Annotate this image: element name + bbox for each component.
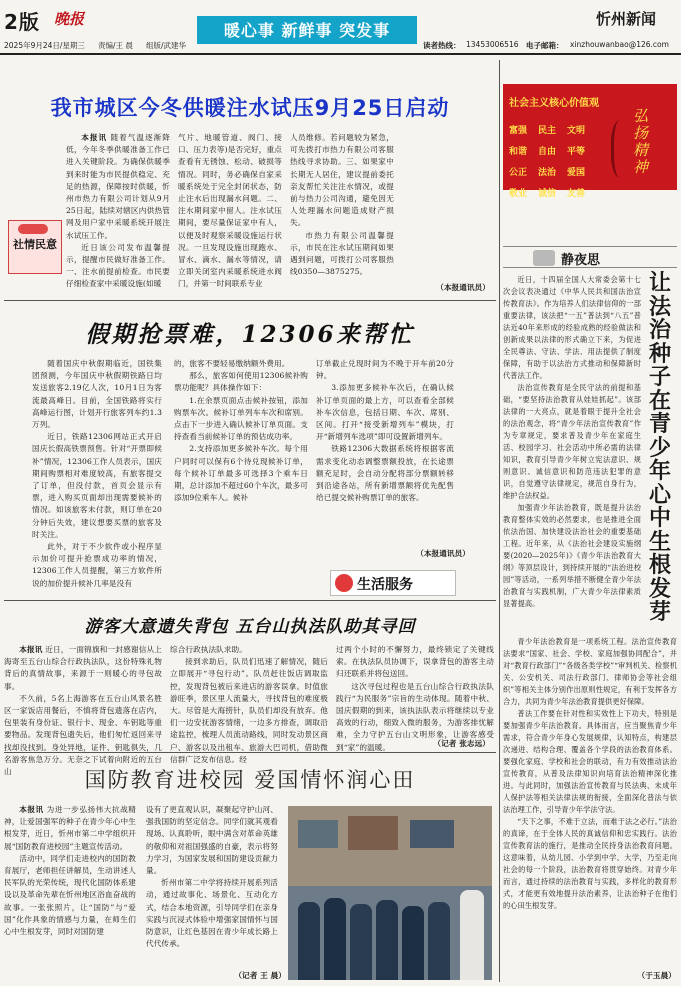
value-item: 爱国 xyxy=(567,168,586,178)
12306-col3 xyxy=(316,358,454,548)
essay-p1: 近日，十四届全国人大常委会第十七次会议表决通过《中华人民共和国法治宣传教育法》。作为培养人们法律信仰的一部重要法律，该法把“一五”普法到“八五”普法近40年来形成的经验成熟的经验做法和创新成果以法律的形式确立下来，为促进全民尊法、守法、学法、用法提供了制度保障，有助于以法治方式推动和保障新时代普法工作。 xyxy=(503,275,641,380)
backpack-col2 xyxy=(170,644,328,764)
12306-col1-b: 近日，铁路12306网站正式开启国庆长假高铁票预售。针对“开票即候补”情况，12306工作人员表示，国庆期间购票相对难度较高，有旅客提交了订单，但没付款，首页会显示有票，进入购买页面却出现需要候补的情况。如该旅客未付款，则订单在20分钟后失效，建议想要买票的旅客及时关注。 xyxy=(32,432,162,539)
backpack-col3-text: 过两个小时的不懈努力，最终锁定了关键线索。在执法队员协调下，误拿背包的游客主动归还联系并将包送回。 xyxy=(336,645,494,679)
essay-body-top xyxy=(503,274,641,636)
12306-col3-c: 铁路12306大数据系统将根据客流需求变化动态调整票额投放，在长途票额充足时，会自动分配将部分票额转移到沿途各站，所有新增票额将优先配售给已提交候补购票订单的旅客。 xyxy=(316,444,454,503)
backpack-col3-b: 这次寻包过程也是五台山综合行政执法队践行“为民服务”宗旨的生动体现。随着中秋、国庆假期的到来，该执法队表示将继续以专业高效的行动，细致入微的服务，为游客排忧解难，全力守护五台山文明形象，让游客感受到“家”的温暖。 xyxy=(336,681,494,752)
headline-defense: 国防教育进校园 爱国情怀润心田 xyxy=(84,768,416,792)
backpack-col1-text: 近日，一面锦旗和一封感谢信从上海寄至五台山综合行政执法队，这份特殊礼物背后的真情故事，来源于一则暖心的寻包故事。 xyxy=(4,645,163,691)
email: xinzhouwanbao@126.com xyxy=(570,40,669,49)
heating-col1 xyxy=(66,132,170,296)
headline-12306: 假期抢票难，12306来帮忙 xyxy=(85,321,415,348)
column-name: 静夜思 xyxy=(561,253,601,268)
value-item: 富强 xyxy=(509,126,528,136)
essay-p3: 加强青少年法治教育，既是提升法治教育整体实效的必然要求，也是推进全面依法治国、加快建设法治社会的重要基础工程。近年来，从《法治社会建设实施纲要(2020—2025年)》《青少年法治教育大纲》等顶层设计，到持续开展的“法治进校园”等活动，一系列举措不断健全青少年法治教育与实践机制，广大青少年法律素质显著提高。 xyxy=(503,503,641,608)
backpack-col1 xyxy=(4,644,163,777)
value-item: 法治 xyxy=(538,168,557,178)
calligraphy: 弘扬精神 xyxy=(633,107,649,176)
value-item: 友善 xyxy=(567,189,586,199)
defense-col2-b: 忻州市第二中学将持续开展系列活动，通过故事化、场景化、互动化方式，结合本地资源，引导同学们在亲身实践与沉浸式体验中增强家国情怀与国防意识，让红色基因在青少年成长路上代代传承。 xyxy=(146,878,278,949)
section-name: 忻州新闻 xyxy=(596,10,657,28)
badge-label: 社情民意 xyxy=(13,238,57,251)
heating-col3-b: 市热力有限公司温馨提示，市民在注水试压期间如果遇到问题，可拨打公司客服热线0350—3875275。 xyxy=(290,230,394,277)
essay-p6: “天下之事，不难于立法，而难于法之必行。”法治的真谛，在于全体人民的真诚信仰和忠实践行。法治宣传教育法的施行，是推动全民持身法治教育问题。这意味着，从幼儿园、小学到中学、大学，乃至走向社会的每一个阶段，法治教育将贯穿始终。对青少年而言，通过持续的法治教育与实践，多样化的教育形式，才能更有效地提升法治素养，让法治种子在他们的心田生根发芽。 xyxy=(503,817,677,910)
essay-credit: （于玉晨） xyxy=(637,971,676,980)
essay-body-bottom xyxy=(503,636,677,970)
defense-col2 xyxy=(146,804,278,968)
layout-editor: 组版/武建华 xyxy=(146,41,187,50)
defense-col2-text: 设有了更直观认识，凝聚起守护山河、强我国防的坚定信念。同学们就其观看现场、认真聆听，眼中满含对革命英雄的敬仰和对祖国强盛的自豪，表示将努力学习，为国家发展和国防建设贡献力量。 xyxy=(146,805,278,876)
values-title: 社会主义核心价值观 xyxy=(509,98,599,109)
heating-credit: （本报通讯员） xyxy=(436,283,490,292)
article-backpack xyxy=(0,602,500,777)
lead-tag: 本报讯 xyxy=(81,133,108,142)
page-number: 2版 xyxy=(4,10,40,34)
heating-col1-text: 随着气温逐渐降低，今年冬季供暖准备工作已进入关键阶段。为确保供暖季到来时能为市民提供稳定、充足的热源，保障按时供暖，忻州市热力有限公司计划从9月25日起，陆续对辖区内供热管网及用户家中采暖系统开展注水试压工作。 xyxy=(66,133,170,240)
12306-col1-text: 随着国庆中秋假期临近，国铁集团预测，今年国庆中秋假期铁路日均发送旅客2.19亿人次，10月1日为客流最高峰日。目前，全国铁路将实行高峰运行图，计划开行旅客列车约1.3万列。 xyxy=(32,359,162,430)
12306-col2-c: 1.在余票页面点击候补按钮，添加购票车次。候补订单列车车次和席别。点击下一步进入确认候补订单页面。支持查看当前候补订单的预估成功率。 xyxy=(174,395,308,442)
hotline-label: 读者热线： xyxy=(423,41,461,50)
essay-title: 让法治种子在青少年心中生根发芽 xyxy=(648,270,671,625)
masthead-rule xyxy=(0,53,681,55)
12306-col1 xyxy=(32,358,162,594)
headline-heating: 我市城区今冬供暖注水试压9月25日启动 xyxy=(50,96,450,120)
12306-credit: （本报通讯员） xyxy=(416,549,470,558)
defense-credit: （记者 王 晨） xyxy=(234,971,286,980)
slogan: 暖心事 新鲜事 突发事 xyxy=(223,21,391,40)
lead-tag-3: 本报讯 xyxy=(19,645,43,654)
essay-p2: 法治宣传教育是全民守法的前提和基础，“要坚持法治教育从娃娃抓起”。该部法律的一大亮点，就是着眼于提升全社会的法治观念，将“青少年法治宣传教育”作为专章规定，要求普及青少年在家庭生活、校园学习、社会活动中所必需的法律知识，教育引导青少年树立宪法意识、规则意识、诚信意识和防范违法犯罪的意识，自觉遵守法律规定，规范自身行为，维护合法权益。 xyxy=(503,383,641,500)
calligraphy-stroke xyxy=(611,120,633,178)
12306-col2 xyxy=(174,358,308,594)
value-item: 公正 xyxy=(509,168,528,178)
value-item: 自由 xyxy=(538,147,557,157)
12306-col2-b: 那么，旅客如何使用12306候补购票功能呢？具体操作如下： xyxy=(174,371,308,393)
rule-1 xyxy=(4,300,496,301)
value-item: 平等 xyxy=(567,147,586,157)
essay-p4: 青少年法治教育是一项系统工程。法治宣传教育法要求“国家、社会、学校、家庭加强协同配合”，并对“教育行政部门”“各级各类学校”“审判机关、检察机关、公安机关、司法行政部门、律师协会等社会组织”等相关主体分别作出原则性规定，有利于发挥各方合力，共同为青少年法治教育提供更好保障。 xyxy=(503,637,677,706)
rule-2 xyxy=(4,600,496,601)
students-photo xyxy=(288,806,492,980)
editor: 责编/王 晨 xyxy=(98,41,133,50)
headline-backpack: 游客大意遗失背包 五台山执法队助其寻回 xyxy=(84,617,416,637)
heating-col1-b: 近日该公司发布温馨提示，提醒市民做好准备工作。一、注水前提前检查。市民要仔细检查家中采暖设施(如暖 xyxy=(66,242,170,289)
email-label: 电子邮箱： xyxy=(526,41,564,50)
rule-3 xyxy=(4,752,496,753)
date-line: 2025年9月24日/星期三 xyxy=(4,41,85,50)
values-banner xyxy=(503,84,677,199)
value-item: 敬业 xyxy=(509,189,528,199)
defense-col1 xyxy=(4,804,136,982)
defense-col1-b: 活动中，同学们走进校内的国防教育展厅，老师担任讲解员，生动讲述人民军队的光荣传统，现代化国防体系建设以及革命先辈在忻州地区浴血奋战的故事。一张张照片，让“国防”与“爱国”化作具象的情感与力量，在师生们心中生根发芽，同时对国防建 xyxy=(4,853,136,937)
value-item: 和谐 xyxy=(509,147,528,157)
hotline: 13453006516 xyxy=(466,40,519,49)
backpack-col2-b: 接到求助后，队员们迅速了解情况，随后立即展开“寻包行动”。队员赶往饭店调取监控，发现背包被后来进店的游客误拿。时值旅游旺季，景区里人流量大，寻找背包的难度极大。尽管是大海捞针，队员们却没有放弃。他们一边安抚游客情绪，一边多方排查，调取沿途监控，梳理人员流动路线，同时发动景区商户、游客以及出租车、旅游大巴司机，借助微信群广泛发布信息。经 xyxy=(170,657,328,764)
life-service-tag xyxy=(330,570,456,596)
defense-col1-text: 为进一步弘扬伟大抗战精神，让爱国强军的种子在青少年心中生根发芽，近日，忻州市第二中学组织开展“国防教育进校园”主题宣传活动。 xyxy=(4,805,136,851)
lead-tag-4: 本报讯 xyxy=(19,805,44,814)
12306-col1-c: 此外，对于不少软件或小程序显示加价可提升抢票成功率的情况，12306工作人员提醒，第三方软件所说的加价提升候补几率是没有 xyxy=(32,542,162,588)
values-grid xyxy=(509,118,601,202)
12306-col2-text: 的，旅客不要轻易缴纳额外费用。 xyxy=(174,359,290,368)
heating-col3 xyxy=(290,132,394,296)
badge-icon xyxy=(18,224,48,234)
value-item: 民主 xyxy=(538,126,557,136)
essay-p5: 普法工作要在针对性和实效性上下功夫，特别是要加强青少年法治教育。具体而言，应当聚焦青少年需求，符合青少年身心发展规律，认知特点，构建层次递进、结构合理、覆盖各个学段的法治教育体系。要强化家庭、学校和社会的联动，有力有效推动法治宣传教育，从普及法律知识向培育法治精神深化推进。与此同时，加强法治宣传教育与民法典、未成年人保护法等相关法律法规的衔接，全面深化普法与依法治理工作，引导青少年学法守法。 xyxy=(503,709,677,814)
12306-col3-b: 3.添加更多候补车次后，在确认候补订单页面的最上方，可以查看全部候补车次信息，包括日期、车次、席别、区间。打开“接受新增列车”模块，打开“新增列车选项”即可设置新增列车。 xyxy=(316,383,454,442)
column-divider xyxy=(499,60,500,982)
heating-col2 xyxy=(178,132,282,296)
backpack-col1-b: 不久前，5名上海游客在五台山风景名胜区一家饭店用餐后，不慎将背包遗落在店内，包里装有身份证、银行卡、现金、车钥匙等重要物品。发现背包遗失后，他们匆忙返回来寻找却没找到。身处异地，证件、钥匙俱失，几名游客焦急万分。无奈之下试着向附近的五台山 xyxy=(4,693,162,777)
12306-col3-text: 订单截止兑现时间为不晚于开车前20分钟。 xyxy=(316,359,454,381)
heating-col3-text: 人员维修。若问题较为紧急，可先拨打市热力有限公司客服热线寻求协助。三、如果家中长期无人居住，建议提前委托亲友帮忙关注注水情况，或提前与热力公司沟通，避免因无人处理漏水问题造成财产损失。 xyxy=(290,133,394,228)
value-item: 文明 xyxy=(567,126,586,136)
heating-col2-text: 气片、地暖管道、阀门、接口、压力表等)是否完好，重点查看有无锈蚀、松动、破损等情况。同时，务必确保自家采暖系统处于完全封闭状态，防止注水后出现漏水问题。二、注水期间家中留人。注水试压期间，要尽量保证家中有人，以便及时观察采暖设施运行状况。一旦发现设施出现跑水、冒水、滴水、漏水等情况，请立即关闭室内采暖系统进水阀门，并第一时间联系专业 xyxy=(178,133,282,289)
life-service-label: 生活服务 xyxy=(357,577,413,593)
column-header xyxy=(503,246,677,268)
article-defense xyxy=(0,754,500,986)
backpack-col2-text: 综合行政执法队求助。 xyxy=(170,645,247,654)
paper-logo: 晚报 xyxy=(54,10,85,28)
backpack-credit: （记者 张志远） xyxy=(433,739,490,748)
masthead xyxy=(0,0,681,56)
value-item: 诚信 xyxy=(538,189,557,199)
article-heating xyxy=(0,76,500,298)
article-12306 xyxy=(0,302,500,602)
12306-col2-d: 2.支持添加更多候补车次。每个用户同时可以保有6个待兑现候补订单，每个候补订单最多可选择3个乘车日期，总计添加不超过60个车次，最多可添加9位乘车人。候补 xyxy=(174,444,308,503)
column-icon xyxy=(533,250,555,266)
house-icon xyxy=(335,574,353,592)
